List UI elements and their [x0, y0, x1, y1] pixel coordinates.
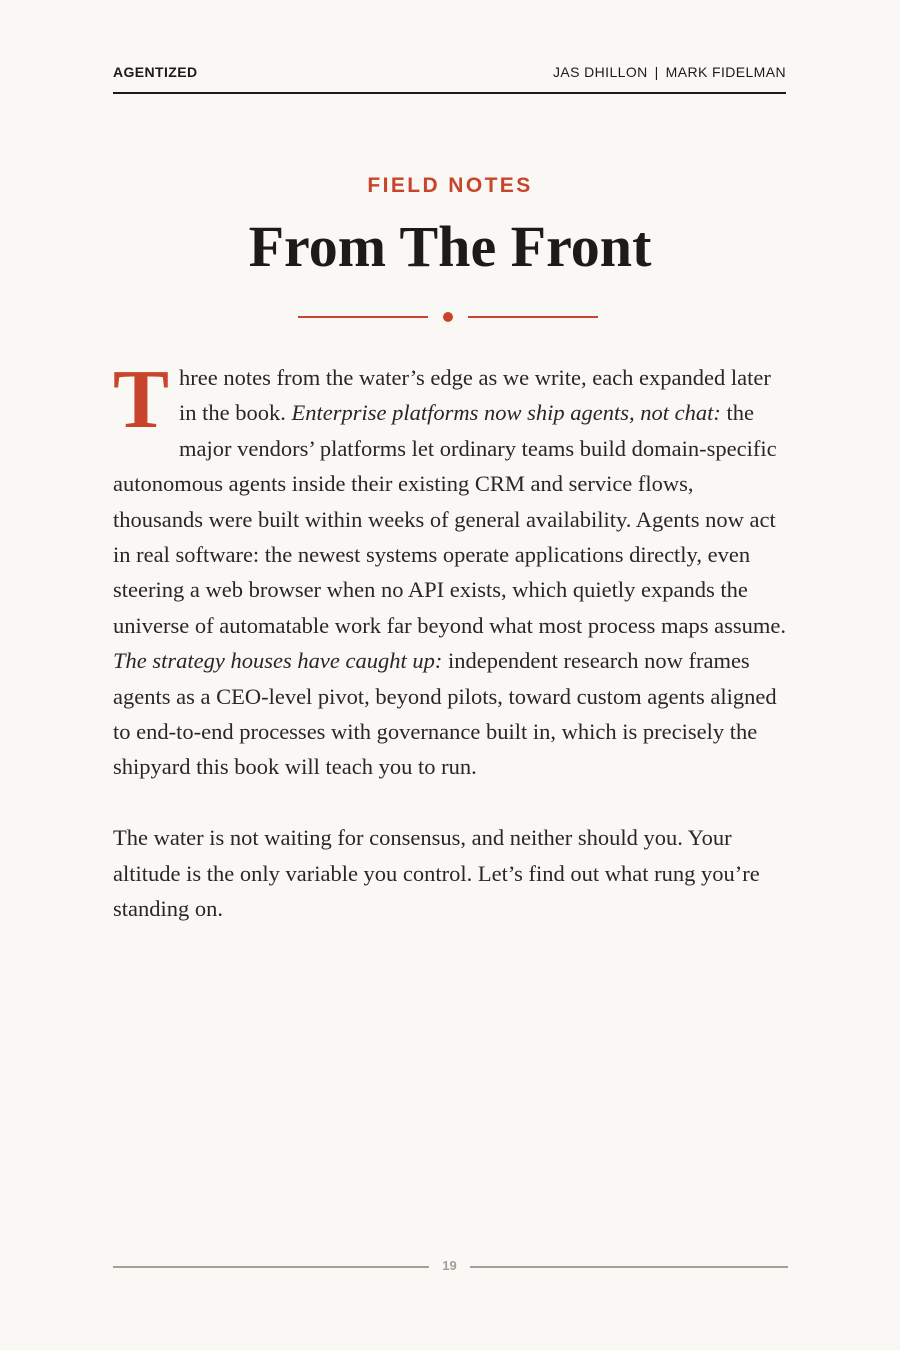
running-header [113, 64, 786, 94]
paragraph [113, 353, 788, 785]
body-text [113, 353, 788, 926]
page-footer [113, 1258, 788, 1276]
title-ornament-divider [298, 310, 598, 324]
ornament-line [468, 316, 598, 318]
authors [553, 64, 786, 80]
page-number: 19 [442, 1258, 457, 1273]
author-separator: | [654, 64, 659, 80]
footer-rule [113, 1266, 429, 1268]
section-eyebrow: FIELD NOTES [367, 174, 533, 197]
text-run: hree notes from the water’s edge as we write, each expanded later in the book. [179, 365, 771, 426]
drop-cap: T [113, 353, 170, 446]
footer-rule [470, 1266, 788, 1268]
page-title: From The Front [248, 214, 652, 279]
author-name: MARK FIDELMAN [665, 64, 786, 80]
italic-phrase: The strategy houses have caught up: [113, 648, 443, 674]
text-run: the major vendors’ platforms let ordinary teams build domain-specific autonomous agents inside their existing CRM and service flows, thousands were built within weeks of general availability. Agents now act in real software: the newest systems operate applications directly, even steering a web browser when no API exists, which quietly expands the universe of automatable work far beyond what most process maps assume. [113, 400, 786, 638]
paragraph: The water is not waiting for consensus, and neither should you. Your altitude is the only variable you control. Let’s find out what rung you’re standing on. [113, 825, 760, 922]
text-run: independent research now frames agents as a CEO-level pivot, beyond pilots, toward custom agents aligned to end-to-end processes with governance built in, which is precisely the shipyard this book will teach you to run. [113, 648, 777, 780]
ornament-line [298, 316, 428, 318]
ornament-dot-icon [443, 312, 453, 322]
italic-phrase: Enterprise platforms now ship agents, not chat: [291, 400, 721, 426]
author-name: JAS DHILLON [552, 64, 648, 80]
book-title: AGENTIZED [113, 64, 198, 80]
